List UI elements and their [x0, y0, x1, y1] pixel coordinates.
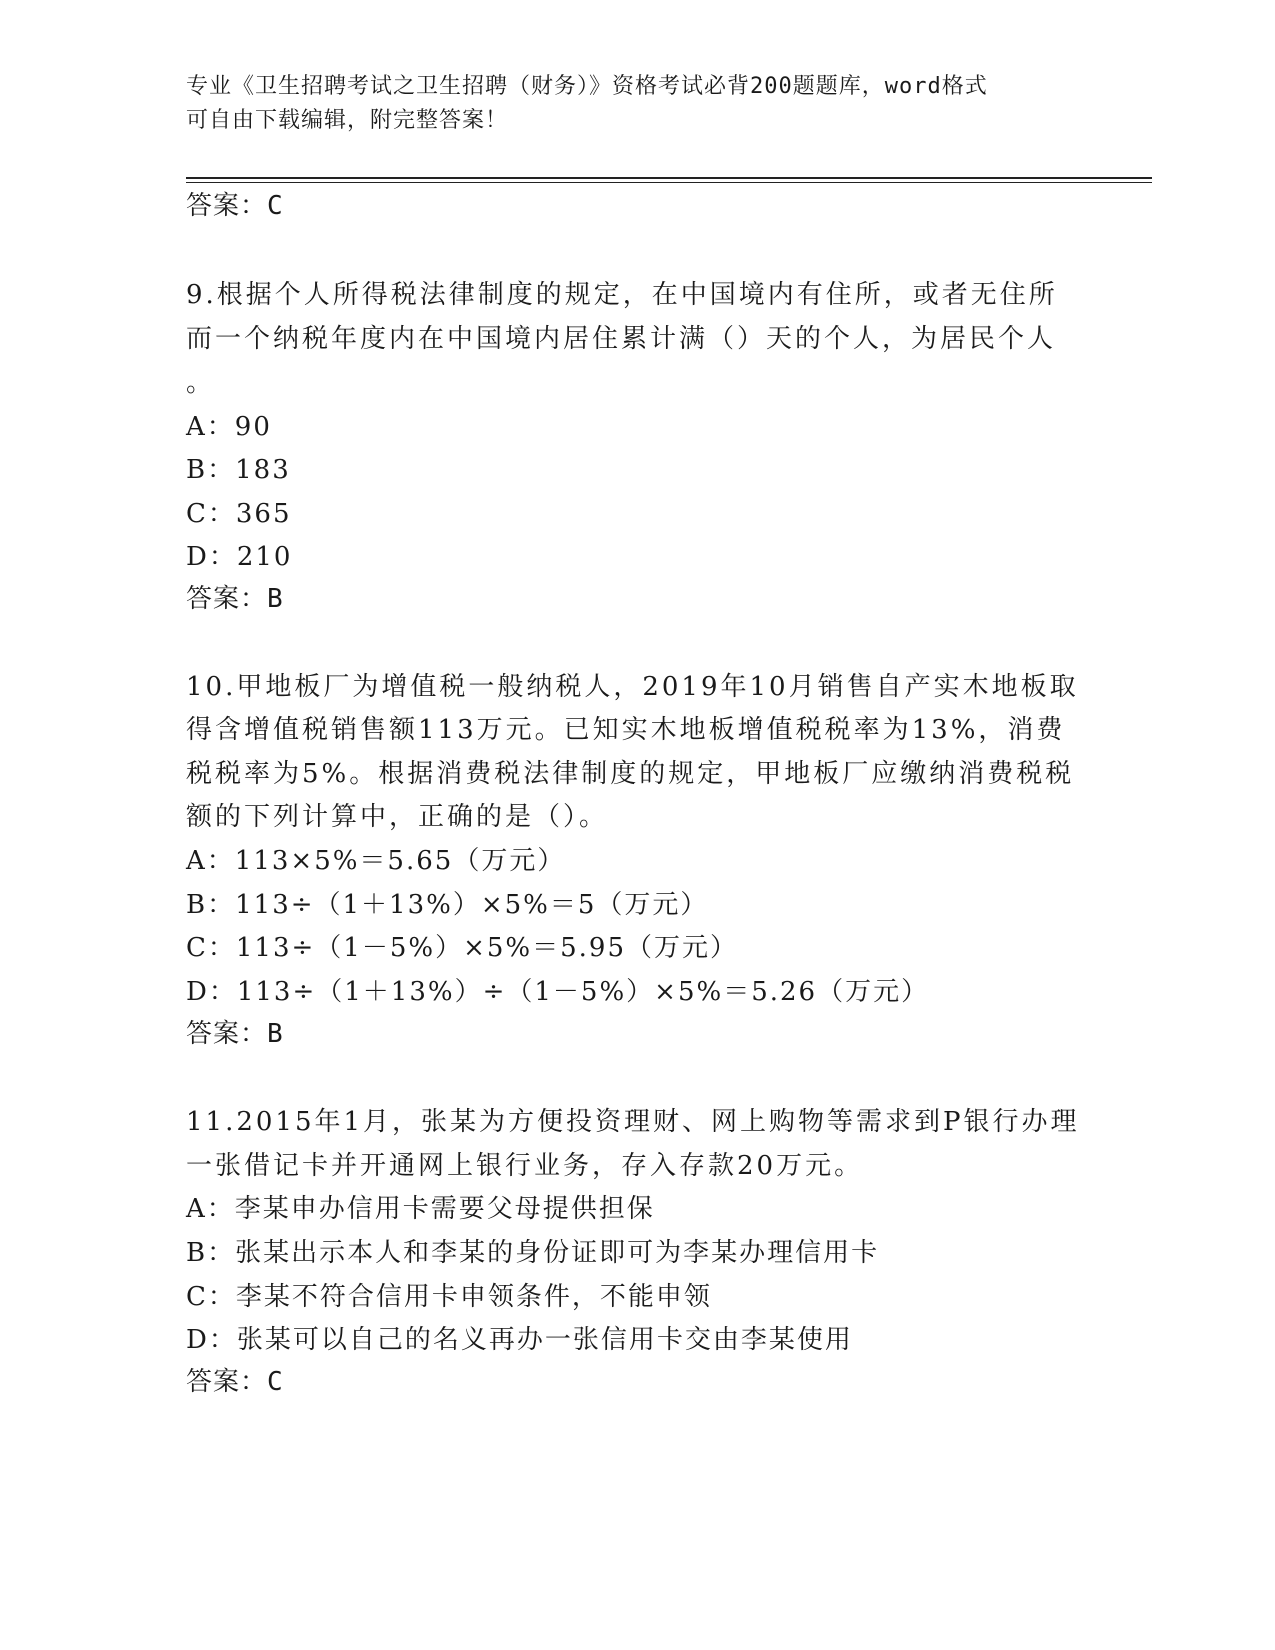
question-10-answer: 答案：B [186, 1019, 284, 1049]
question-10-line-2: 得含增值税销售额113万元。已知实木地板增值税税率为13%，消费 [186, 715, 1066, 745]
question-10-option-c: C：113÷（1－5%）×5%＝5.95（万元） [186, 933, 739, 963]
question-11-line-1: 11.2015年1月，张某为方便投资理财、网上购物等需求到P银行办理 [186, 1107, 1080, 1137]
question-9-option-a: A：90 [186, 412, 272, 442]
question-10-line-3: 税税率为5%。根据消费税法律制度的规定，甲地板厂应缴纳消费税税 [186, 759, 1075, 789]
question-11-option-b: B：张某出示本人和李某的身份证即可为李某办理信用卡 [186, 1238, 880, 1268]
question-11-option-a: A：李某申办信用卡需要父母提供担保 [186, 1194, 655, 1224]
header-rule-thick [186, 177, 1152, 179]
question-9-option-c: C：365 [186, 499, 292, 529]
question-10-option-b: B：113÷（1＋13%）×5%＝5（万元） [186, 890, 709, 920]
question-9-line-3: 。 [186, 368, 216, 398]
document-header [186, 70, 1066, 138]
question-10-line-1: 10.甲地板厂为增值税一般纳税人，2019年10月销售自产实木地板取 [186, 672, 1079, 702]
question-11-option-d: D：张某可以自己的名义再办一张信用卡交由李某使用 [186, 1325, 853, 1355]
question-11-answer: 答案：C [186, 1367, 284, 1397]
header-line-2: 可自由下载编辑，附完整答案！ [186, 108, 509, 133]
question-9-answer: 答案：B [186, 584, 284, 614]
question-9-option-d: D：210 [186, 542, 293, 572]
question-10-option-d: D：113÷（1＋13%）÷（1－5%）×5%＝5.26（万元） [186, 977, 930, 1007]
question-10-option-a: A：113×5%＝5.65（万元） [186, 846, 566, 876]
question-9-line-2: 而一个纳税年度内在中国境内居住累计满（）天的个人，为居民个人 [186, 324, 1057, 354]
question-10-line-4: 额的下列计算中，正确的是（）。 [186, 802, 609, 832]
header-rule-thin [186, 182, 1152, 183]
header-line-1: 专业《卫生招聘考试之卫生招聘（财务）》资格考试必背200题题库，word格式 [186, 74, 988, 99]
question-11-line-2: 一张借记卡并开通网上银行业务，存入存款20万元。 [186, 1151, 864, 1181]
question-11-option-c: C：李某不符合信用卡申领条件，不能申领 [186, 1282, 712, 1312]
question-9-line-1: 9.根据个人所得税法律制度的规定，在中国境内有住所，或者无住所 [186, 280, 1058, 310]
answer-prev: 答案：C [186, 191, 284, 221]
question-9-option-b: B：183 [186, 455, 291, 485]
